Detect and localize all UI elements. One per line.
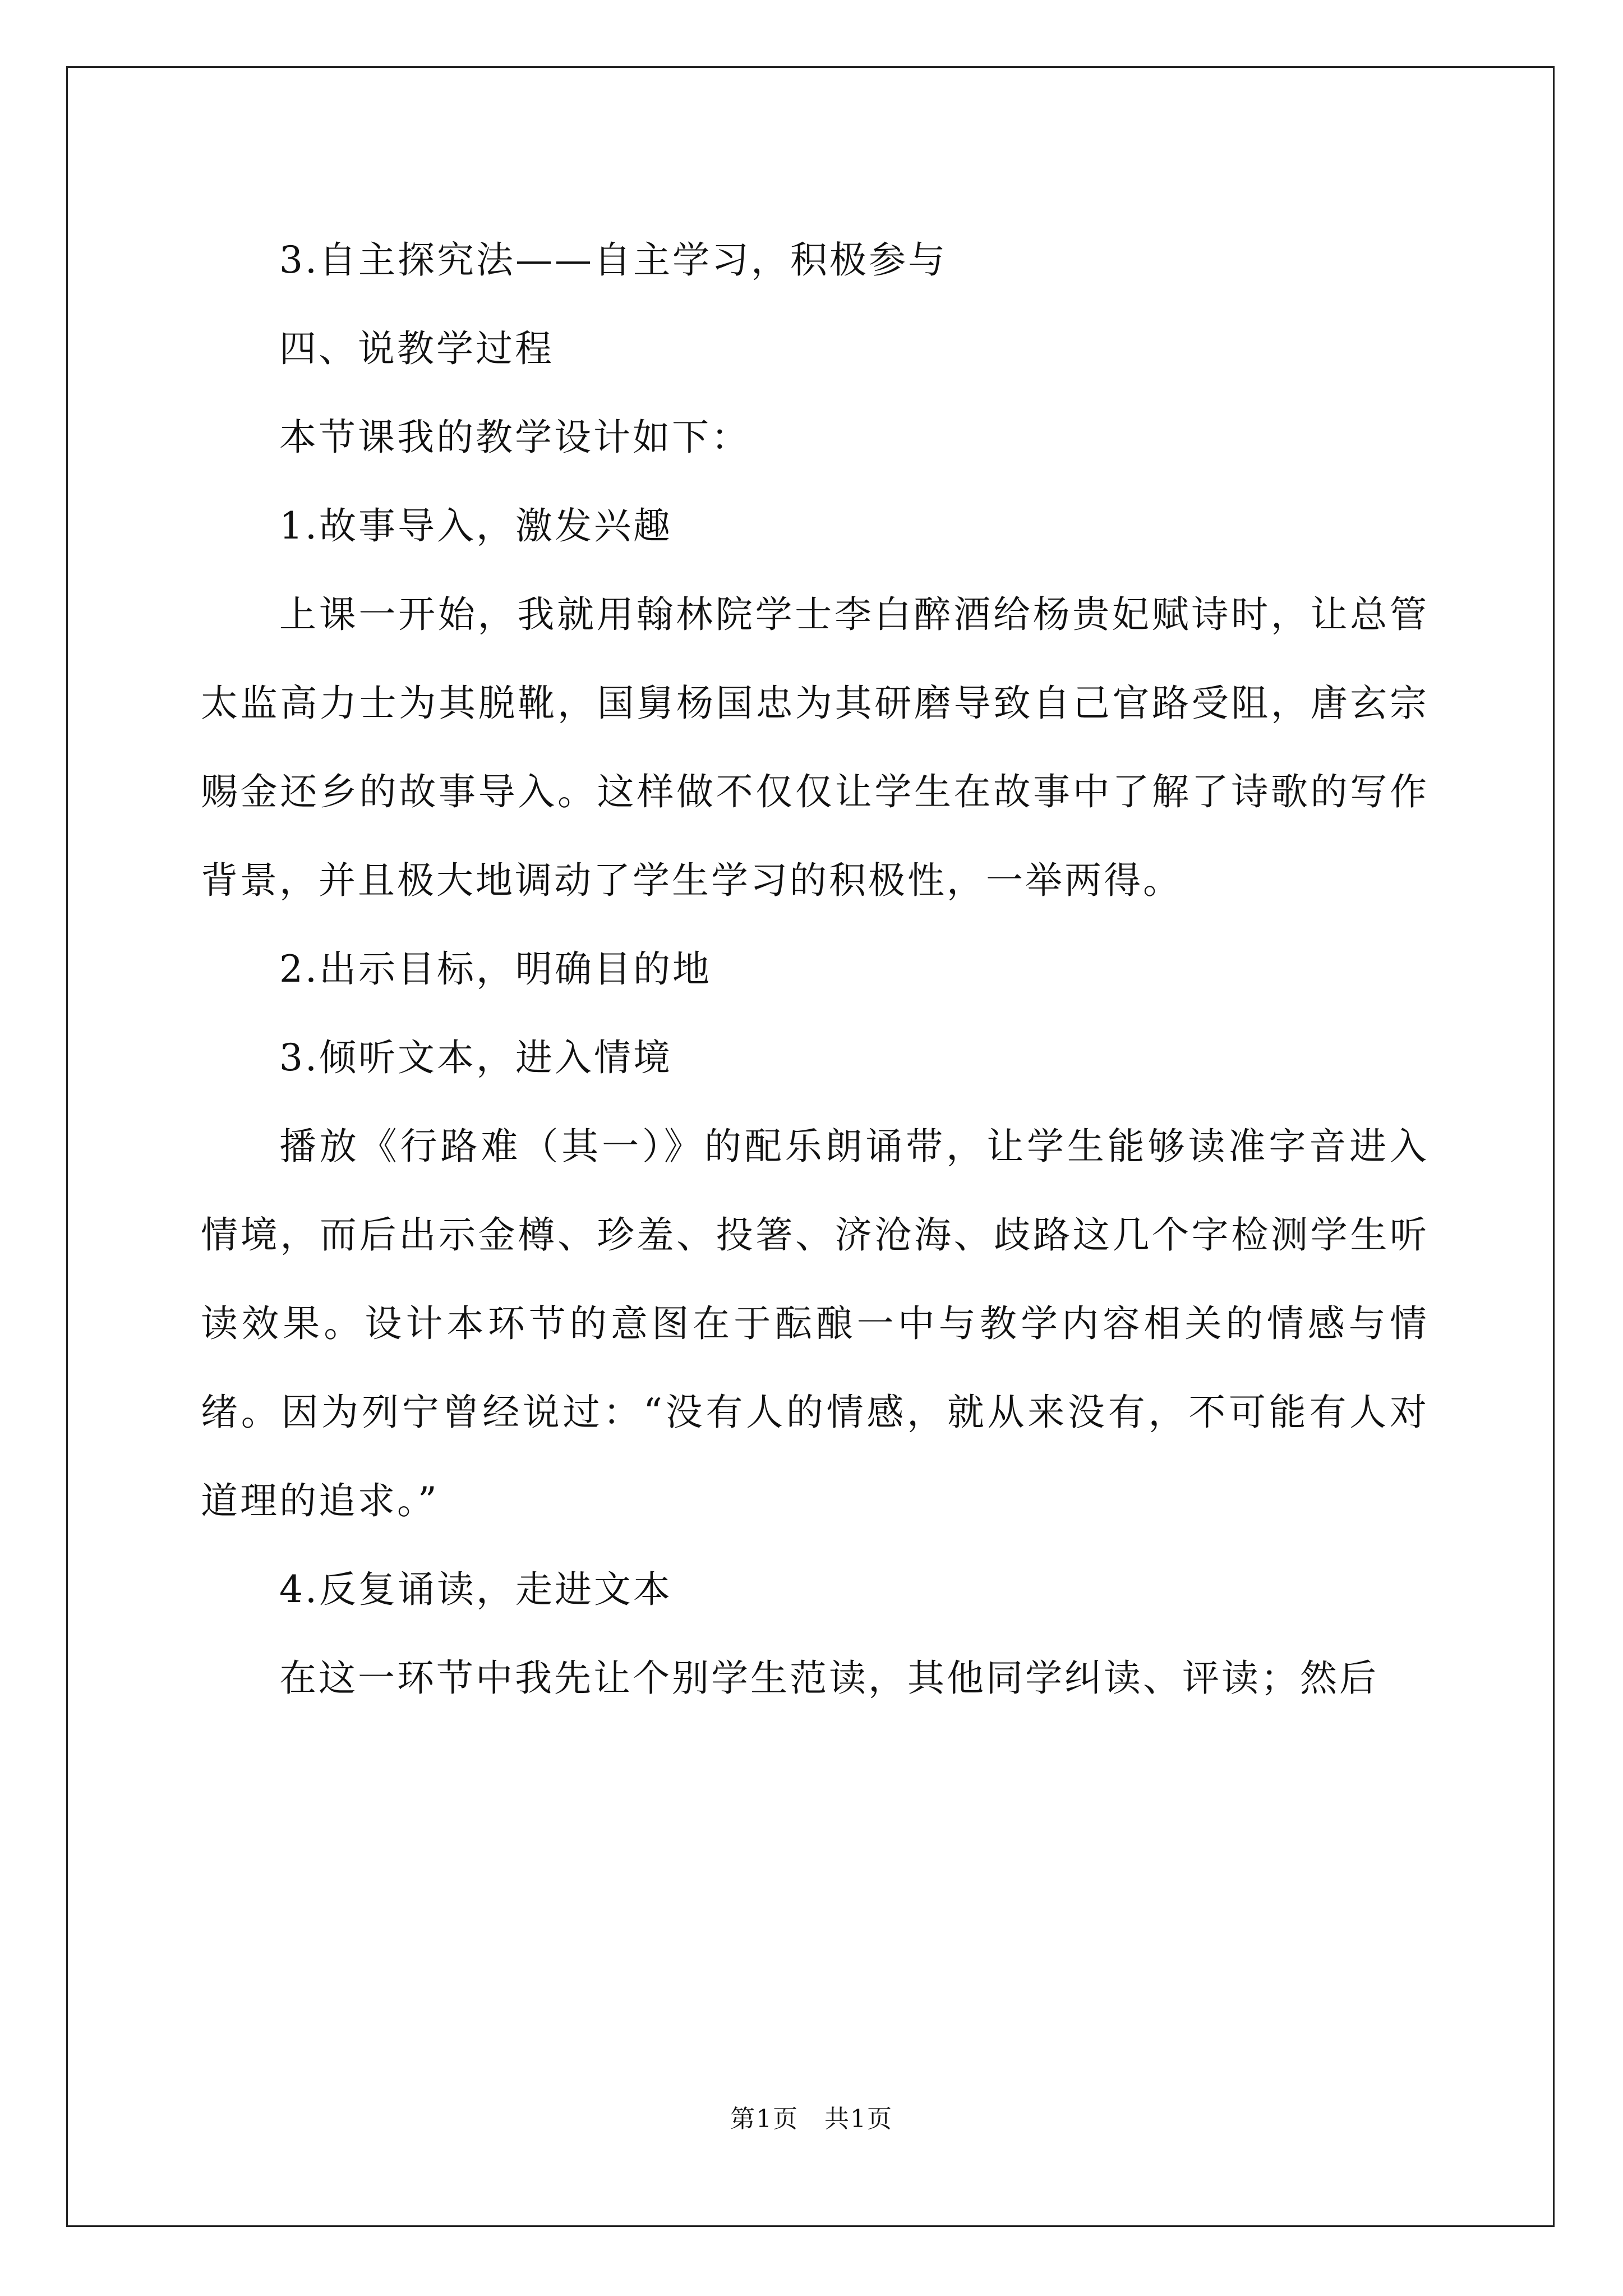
- document-body: [201, 216, 1429, 1723]
- step-heading-2: 2.出示目标，明确目的地: [279, 947, 712, 991]
- section-heading-teaching-process: 四、说教学过程: [279, 327, 554, 370]
- paragraph-method-3: 3.自主探究法——自主学习，积极参与: [279, 238, 947, 282]
- step-heading-4: 4.反复诵读，走进文本: [279, 1568, 672, 1611]
- step-heading-3: 3.倾听文本，进入情境: [279, 1036, 672, 1079]
- paragraph-listening: 播放《行路难（其一）》的配乐朗诵带，让学生能够读准字音进入情境，而后出示金樽、珍羞、投箸、济沧海、歧路这几个字检测学生听读效果。设计本环节的意图在于酝酿一中与教学内容相关的情感与情绪。因为列宁曾经说过：“没有人的情感，就从来没有，不可能有人对道理的追求。”: [201, 1125, 1429, 1522]
- step-heading-1: 1.故事导入，激发兴趣: [279, 504, 672, 547]
- paragraph-design-intro: 本节课我的教学设计如下：: [279, 416, 750, 459]
- page-footer: 第1页 共1页: [730, 2105, 893, 2133]
- paragraph-story-intro: 上课一开始，我就用翰林院学士李白醉酒给杨贵妃赋诗时，让总管太监高力士为其脱靴，国舅杨国忠为其研磨导致自己官路受阻，唐玄宗赐金还乡的故事导入。这样做不仅仅让学生在故事中了解了诗歌的写作背景，并且极大地调动了学生学习的积极性，一举两得。: [201, 593, 1429, 902]
- paragraph-reading: 在这一环节中我先让个别学生范读，其他同学纠读、评读；然后: [279, 1657, 1378, 1700]
